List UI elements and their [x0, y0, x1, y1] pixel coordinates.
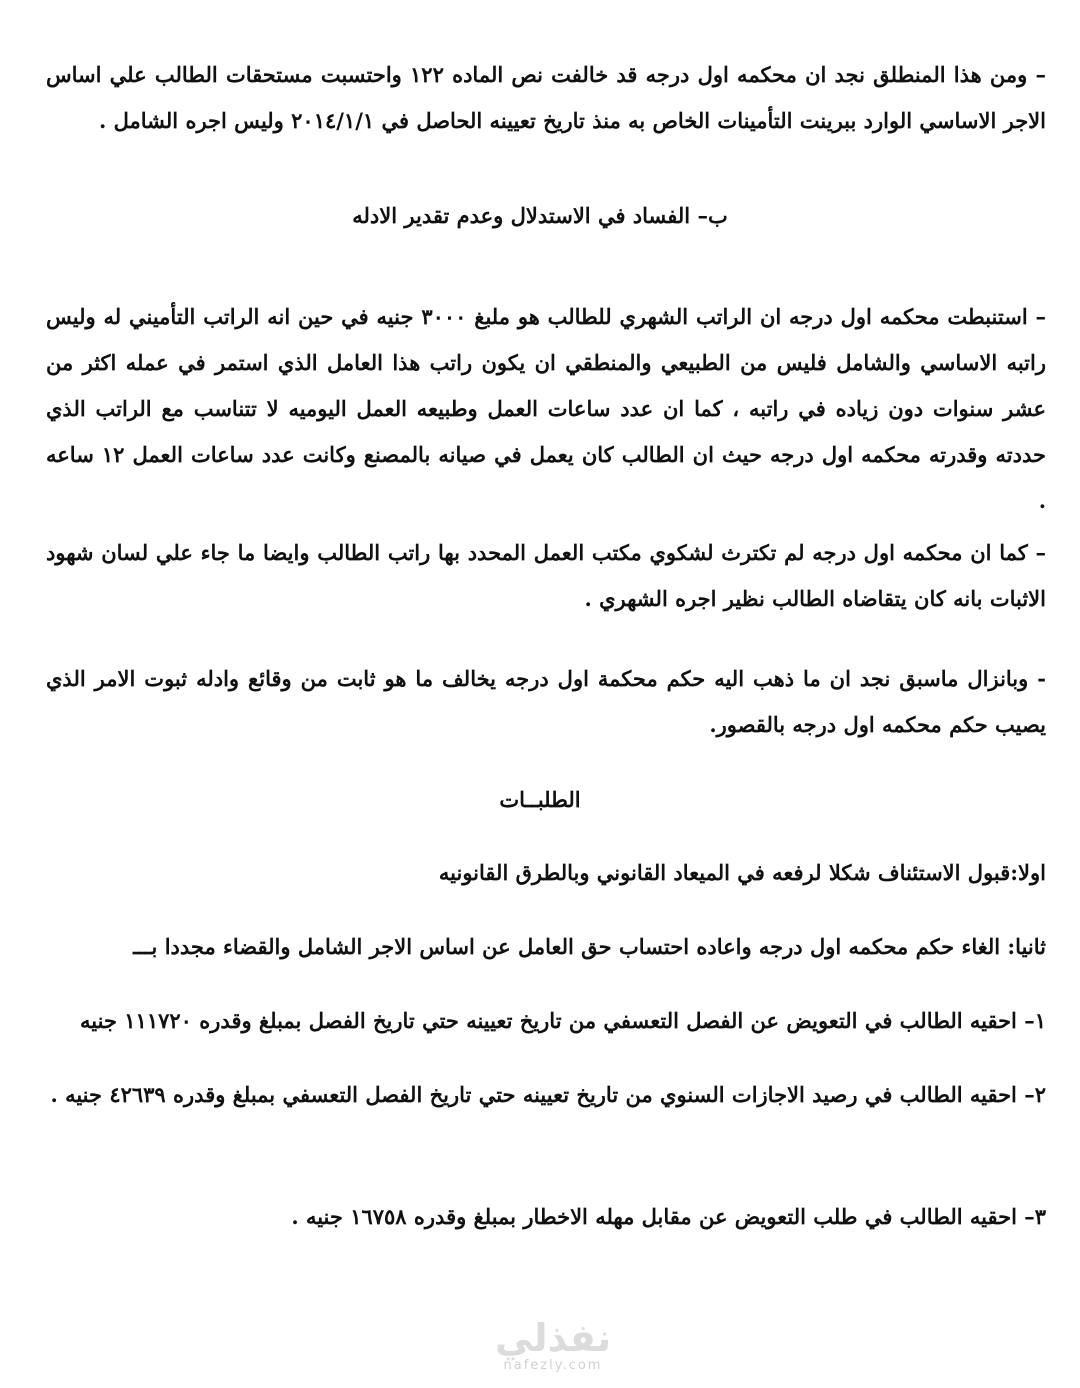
request-item-3: ٣– احقيه الطالب في طلب التعويض عن مقابل مهله الاخطار بمبلغ وقدره ١٦٧٥٨ جنيه . [291, 1204, 1046, 1229]
paragraph-labor-complaint: – كما ان محكمه اول درجه لم تكترث لشكوي مكتب العمل المحدد بها راتب الطالب وايضا ما جاء علي لسان شهود الاثبات بانه كان يتقاضاه الطالب نظير اجره الشهري . [46, 540, 1046, 611]
request-item-1: ١– احقيه الطالب في التعويض عن الفصل التعسفي من تاريخ تعيينه حتي تاريخ الفصل بمبلغ وقدره ١١١٧٢٠ جنيه [80, 1008, 1046, 1033]
watermark-logo: نفذلي [494, 1316, 612, 1360]
paragraph-basic-wage: – ومن هذا المنطلق نجد ان محكمه اول درجه قد خالفت نص الماده ١٢٢ واحتسبت مستحقات الطالب علي اساس الاجر الاساسي الوارد ببرينت التأمينات الخاص به منذ تاريخ تعيينه الحاصل في ٢٠١٤/١/١ وليس اجره الشامل . [46, 62, 1046, 133]
section-heading-requests: الطلبــات [499, 787, 581, 812]
watermark-url: nafezly.com [503, 1358, 603, 1373]
request-item-2: ٢– احقيه الطالب في رصيد الاجازات السنوي من تاريخ تعيينه حتي تاريخ الفصل التعسفي بمبلغ وقدره ٤٢٦٣٩ جنيه . [50, 1082, 1046, 1107]
request-second: ثانيا: الغاء حكم محكمه اول درجه واعاده احتساب حق العامل عن اساس الاجر الشامل والقضاء مجددا بـــ [133, 934, 1046, 959]
paragraph-monthly-salary: – استنبطت محكمه اول درجه ان الراتب الشهري للطالب هو ملبغ ٣٠٠٠ جنيه في حين انه الراتب التأميني له وليس راتبه الاساسي والشامل فليس من الطبيعي والمنطقي ان يكون راتب هذا العامل الذي استمر في عمله اكثر من عشر سنوات دون زياده في راتبه ، كما ان عدد ساعات العمل وطبيعه العمل اليوميه لا تتناسب مع الراتب الذي حددته وقدرته محكمه اول درجه حيث ان الطالب كان يعمل في صيانه بالمصنع وكانت عدد ساعات العمل ١٢ ساعه . [46, 304, 1046, 513]
request-first: اولا:قبول الاستئناف شكلا لرفعه في الميعاد القانوني وبالطرق القانونيه [438, 860, 1046, 885]
paragraph-conclusion: - وبانزال ماسبق نجد ان ما ذهب اليه حكم محكمة اول درجه يخالف ما هو ثابت من وقائع وادله ثبوت الامر الذي يصيب حكم محكمه اول درجه بالقصور. [46, 666, 1046, 737]
section-heading-corruption: ب– الفساد في الاستدلال وعدم تقدير الادله [352, 203, 728, 228]
nafezly-watermark [478, 1318, 628, 1374]
